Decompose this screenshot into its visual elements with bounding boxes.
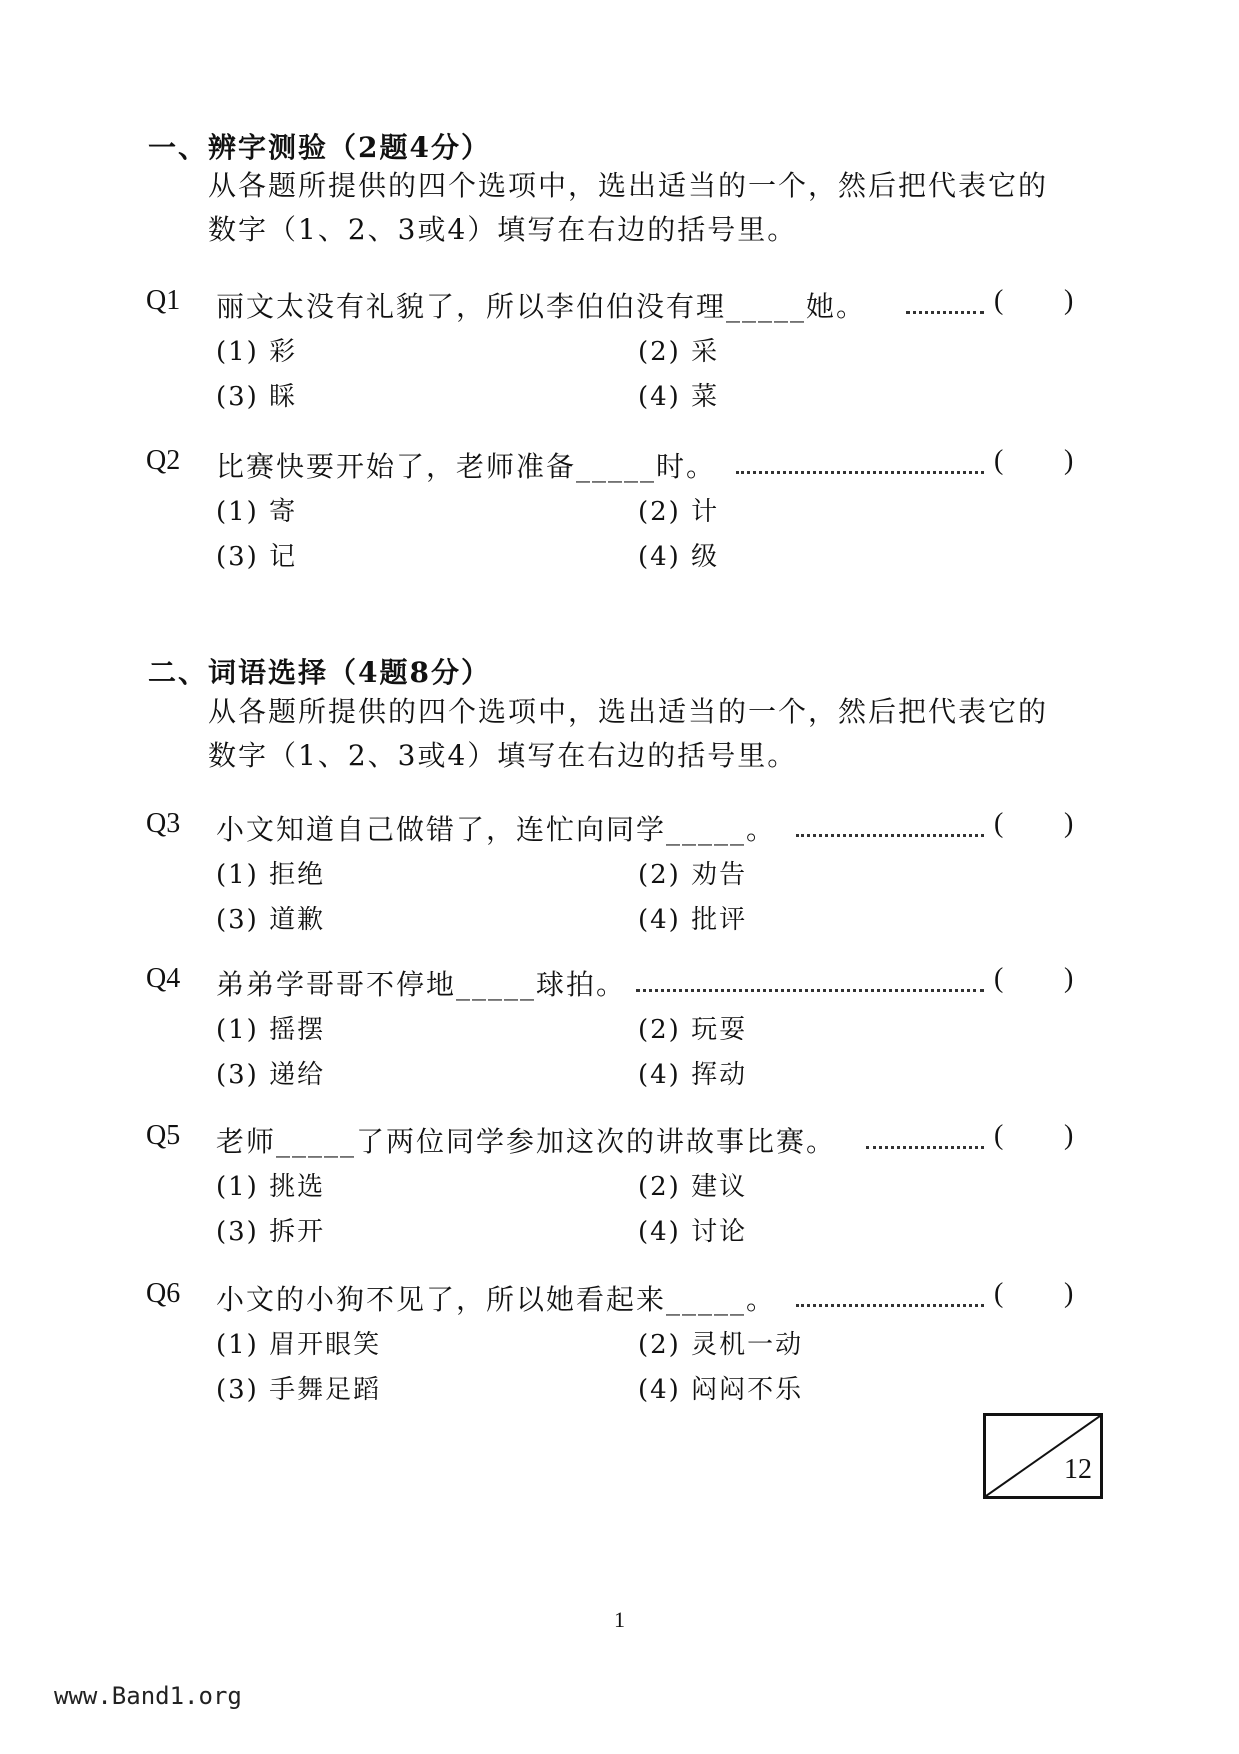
question-number: Q2: [146, 445, 181, 476]
right-bracket: ): [1064, 1278, 1074, 1309]
option-3: (3) 记: [216, 542, 298, 572]
leader-dots: [906, 297, 984, 314]
question-number: Q4: [146, 963, 181, 994]
question-text: 比赛快要开始了，老师准备_____时。: [216, 450, 717, 483]
question-text: 丽文太没有礼貌了，所以李伯伯没有理_____她。: [216, 290, 867, 323]
option-1: (1) 摇摆: [216, 1015, 326, 1045]
question-q1: [146, 285, 1086, 435]
right-bracket: ): [1064, 285, 1074, 316]
option-1: (1) 眉开眼笑: [216, 1330, 382, 1360]
leader-dots: [866, 1132, 984, 1149]
option-1: (1) 挑选: [216, 1172, 326, 1202]
option-2: (2) 采: [638, 337, 720, 367]
leader-dots: [636, 975, 984, 992]
question-text: 老师_____了两位同学参加这次的讲故事比赛。: [216, 1125, 837, 1158]
option-2: (2) 劝告: [638, 860, 748, 890]
option-4: (4) 菜: [638, 382, 720, 412]
option-2: (2) 建议: [638, 1172, 748, 1202]
score-box: [983, 1413, 1103, 1499]
right-bracket: ): [1064, 1120, 1074, 1151]
option-2: (2) 玩耍: [638, 1015, 748, 1045]
option-3: (3) 拆开: [216, 1217, 326, 1247]
option-4: (4) 讨论: [638, 1217, 748, 1247]
section-2-title: 二、词语选择（4题8分）: [148, 656, 491, 689]
option-4: (4) 批评: [638, 905, 748, 935]
right-bracket: ): [1064, 445, 1074, 476]
option-4: (4) 闷闷不乐: [638, 1375, 804, 1405]
option-3: (3) 递给: [216, 1060, 326, 1090]
question-q4: [146, 963, 1086, 1113]
question-q6: [146, 1278, 1086, 1428]
left-bracket: (: [994, 808, 1004, 839]
question-text: 小文知道自己做错了，连忙向同学_____。: [216, 813, 777, 846]
question-q5: [146, 1120, 1086, 1270]
question-text: 小文的小狗不见了，所以她看起来_____。: [216, 1283, 777, 1316]
page-number: 1: [614, 1607, 625, 1632]
instruction-line: 数字（1、2、3或4）填写在右边的括号里。: [208, 213, 798, 246]
question-text: 弟弟学哥哥不停地_____球拍。: [216, 968, 627, 1001]
option-4: (4) 挥动: [638, 1060, 748, 1090]
section-1-instructions: [208, 164, 1108, 252]
option-3: (3) 睬: [216, 382, 298, 412]
section-1-title: 一、辨字测验（2题4分）: [148, 131, 491, 164]
option-1: (1) 彩: [216, 337, 298, 367]
right-bracket: ): [1064, 808, 1074, 839]
option-4: (4) 级: [638, 542, 720, 572]
option-2: (2) 计: [638, 497, 720, 527]
question-number: Q5: [146, 1120, 181, 1151]
option-3: (3) 手舞足蹈: [216, 1375, 382, 1405]
leader-dots: [796, 1290, 984, 1307]
option-1: (1) 拒绝: [216, 860, 326, 890]
question-number: Q6: [146, 1278, 181, 1309]
leader-dots: [796, 820, 984, 837]
instruction-line: 从各题所提供的四个选项中，选出适当的一个，然后把代表它的: [208, 169, 1049, 202]
option-3: (3) 道歉: [216, 905, 326, 935]
section-2-instructions: [208, 690, 1108, 778]
left-bracket: (: [994, 445, 1004, 476]
left-bracket: (: [994, 963, 1004, 994]
question-number: Q3: [146, 808, 181, 839]
watermark-url: www.Band1.org: [54, 1682, 242, 1710]
left-bracket: (: [994, 1120, 1004, 1151]
option-2: (2) 灵机一动: [638, 1330, 804, 1360]
left-bracket: (: [994, 285, 1004, 316]
question-q2: [146, 445, 1086, 595]
instruction-line: 数字（1、2、3或4）填写在右边的括号里。: [208, 739, 798, 772]
question-number: Q1: [146, 285, 181, 316]
leader-dots: [736, 457, 984, 474]
option-1: (1) 寄: [216, 497, 298, 527]
left-bracket: (: [994, 1278, 1004, 1309]
instruction-line: 从各题所提供的四个选项中，选出适当的一个，然后把代表它的: [208, 695, 1049, 728]
right-bracket: ): [1064, 963, 1074, 994]
question-q3: [146, 808, 1086, 958]
score-total: 12: [1064, 1454, 1092, 1485]
